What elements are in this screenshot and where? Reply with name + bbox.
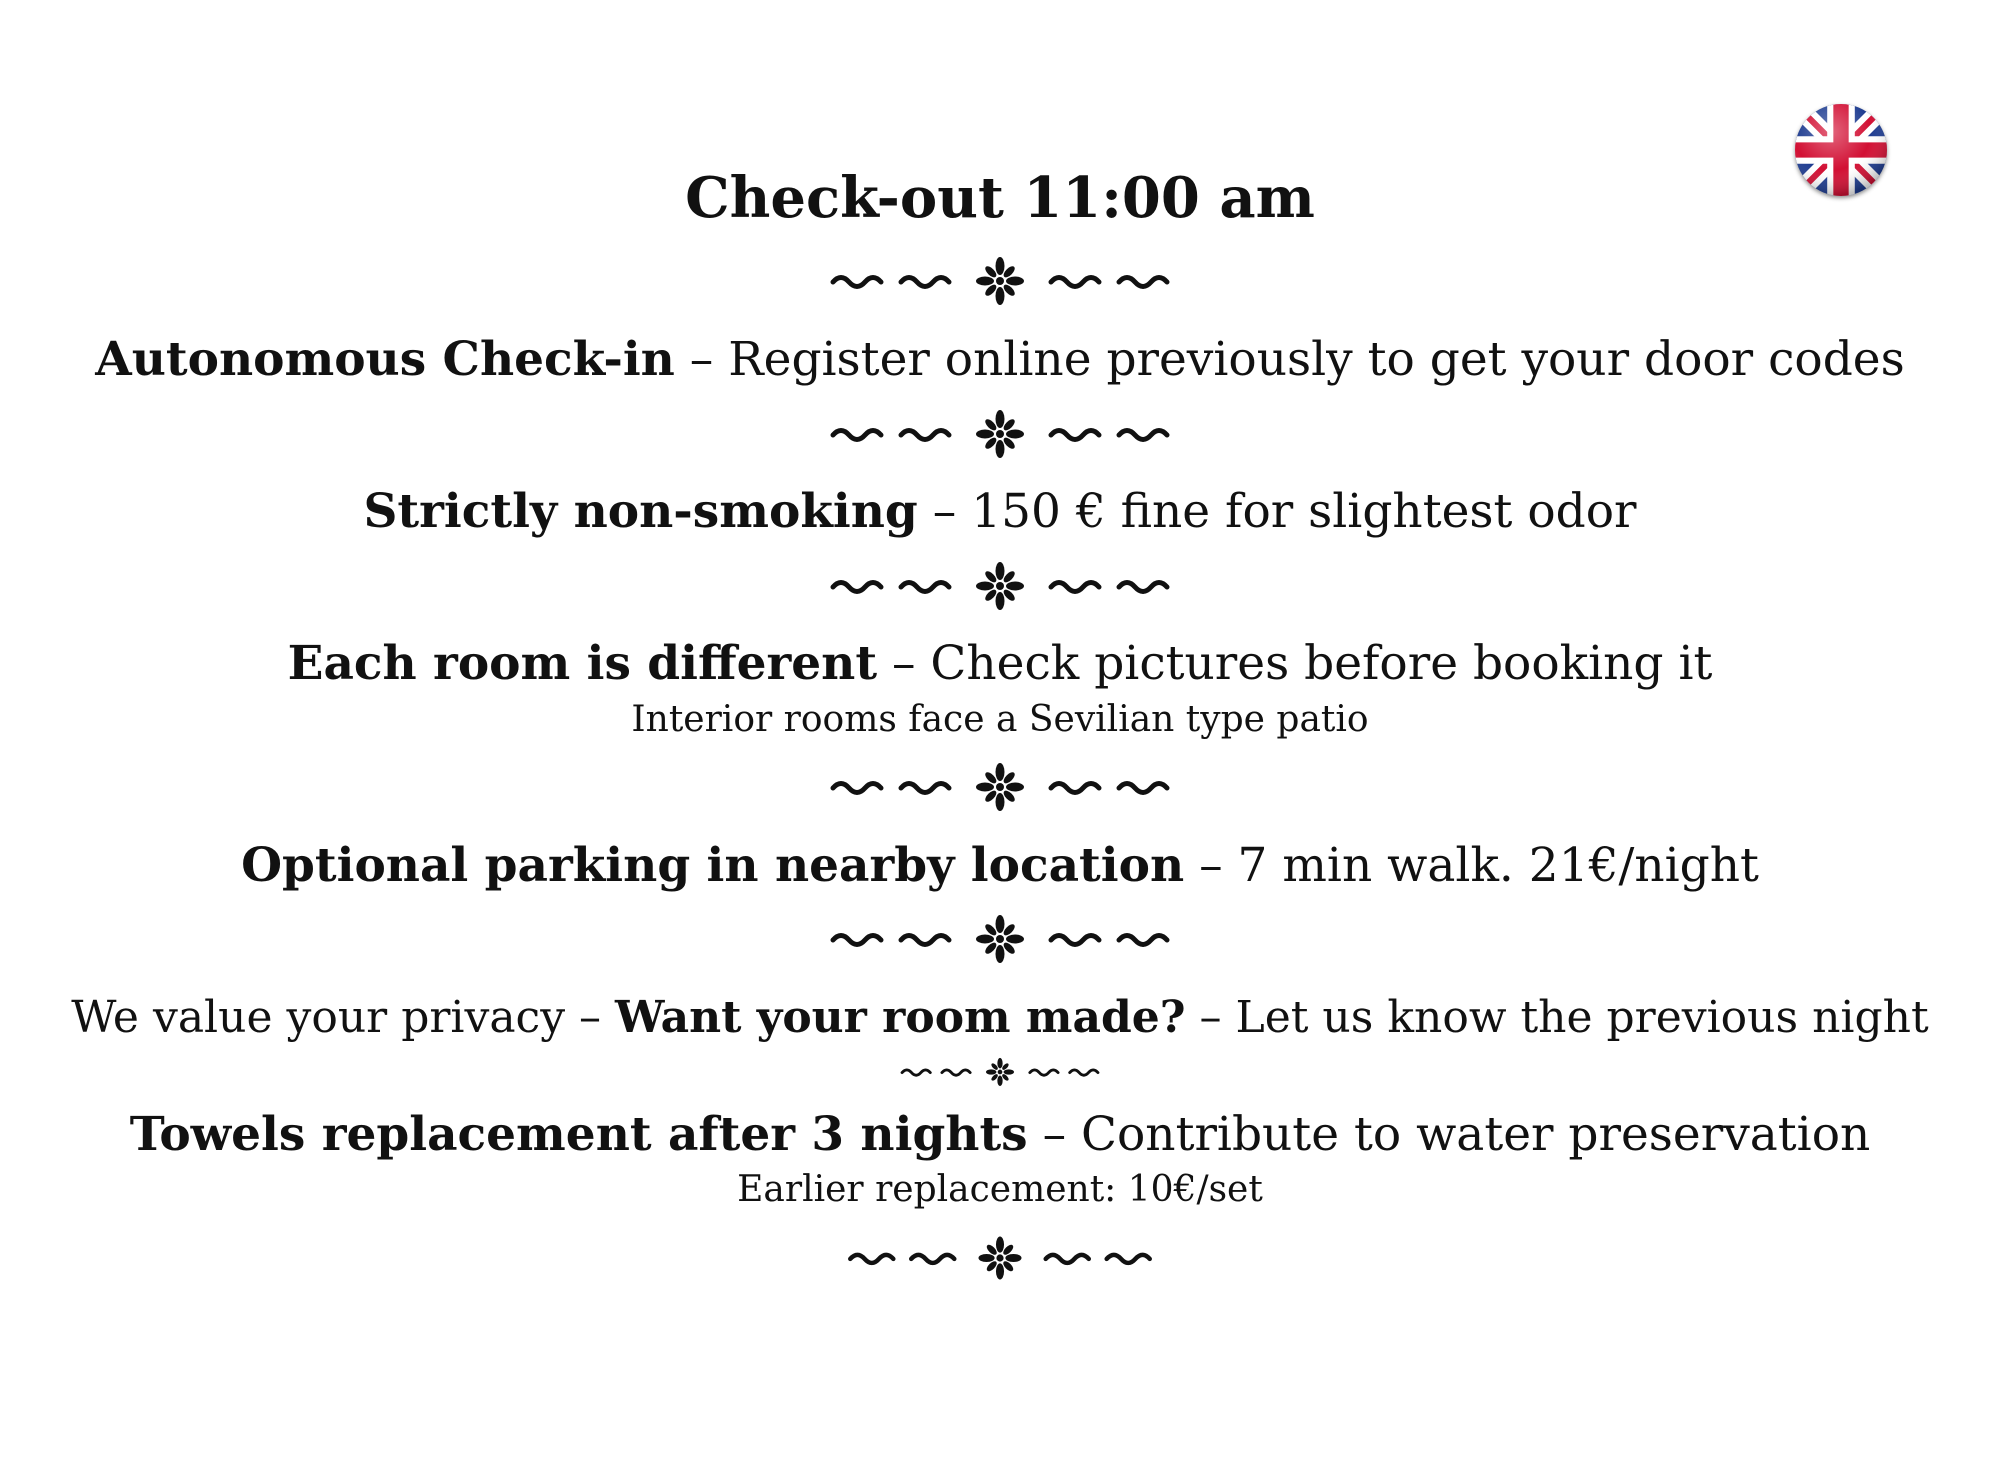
- rule-text: – Check pictures before booking it: [877, 636, 1713, 691]
- flourish-divider-icon: [0, 1055, 2000, 1089]
- rule-prefix: We value your privacy –: [71, 992, 616, 1043]
- rule-bold: Want your room made?: [615, 992, 1186, 1043]
- flourish-divider-icon: [0, 405, 2000, 463]
- rule-bold: Towels replacement after 3 nights: [129, 1107, 1028, 1162]
- rule-text: – 150 € fine for slightest odor: [917, 484, 1637, 539]
- rule-bold: Autonomous Check-in: [95, 332, 675, 387]
- rule-text: – Let us know the previous night: [1185, 992, 1929, 1043]
- flourish-divider-icon: [0, 557, 2000, 615]
- rule-bold: Optional parking in nearby location: [241, 838, 1185, 893]
- rule-towels: [0, 1107, 2000, 1162]
- flourish-divider-icon: [0, 758, 2000, 816]
- rule-text: – 7 min walk. 21€/night: [1184, 838, 1759, 893]
- rule-text: – Contribute to water preservation: [1027, 1107, 1871, 1162]
- flourish-divider-icon: [0, 910, 2000, 968]
- rule-privacy: [0, 992, 2000, 1043]
- rule-note: Earlier replacement: 10€/set: [737, 1169, 1263, 1210]
- rule-non-smoking: [0, 484, 2000, 539]
- rule-text: – Register online previously to get your door codes: [674, 332, 1905, 387]
- flourish-divider-icon: [0, 1232, 2000, 1284]
- rule-note: Interior rooms face a Sevilian type patio: [631, 699, 1369, 740]
- rule-rooms: [0, 636, 2000, 691]
- page-title: Check-out 11:00 am: [685, 165, 1315, 231]
- rule-bold: Each room is different: [287, 636, 878, 691]
- rule-checkin: [0, 332, 2000, 387]
- rule-bold: Strictly non-smoking: [363, 484, 918, 539]
- rule-parking: [0, 838, 2000, 893]
- flourish-divider-icon: [0, 252, 2000, 310]
